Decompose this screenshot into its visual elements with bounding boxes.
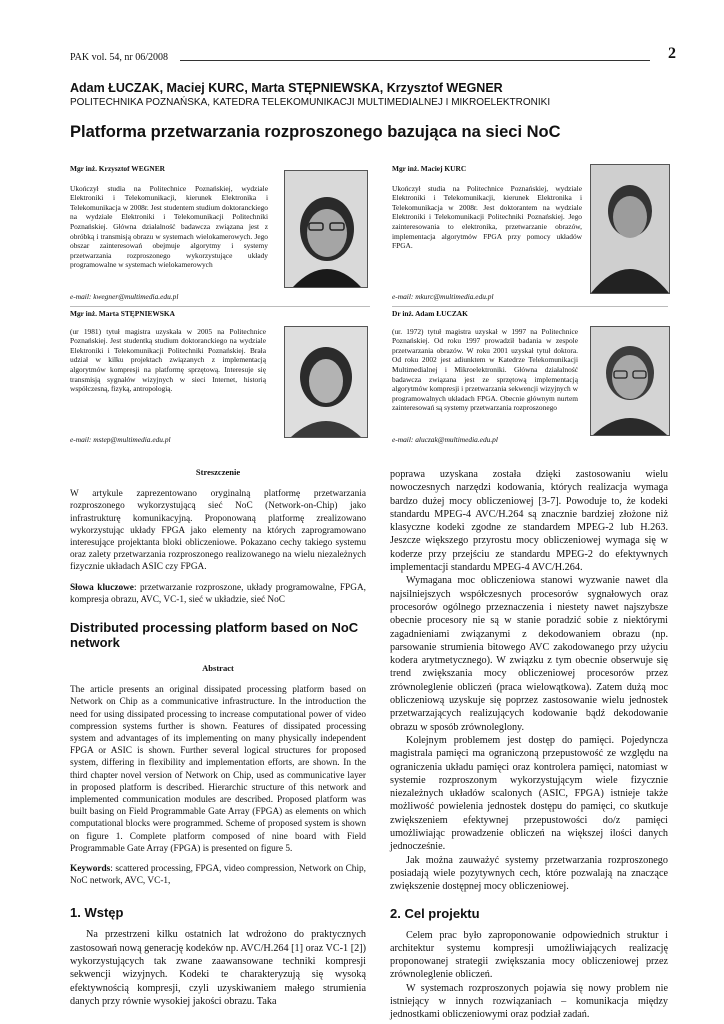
- portrait-photo-luczak: [590, 326, 670, 436]
- paragraph: W systemach rozproszonych pojawia się nowy problem nie istniejący w innych rozwiązaniach – komunikacja między jednostkami obliczeniowymi oraz podział zadań.: [390, 982, 668, 1021]
- keywords-text: : scattered processing, FPGA, video compression, Network on Chip, NoC network, AVC, VC-1,: [70, 864, 366, 887]
- bio-luczak-email-wrap: [392, 435, 592, 445]
- abstract-heading: Abstract: [202, 663, 234, 674]
- bio-wegner: [70, 164, 268, 304]
- abstract-keywords: [70, 863, 366, 887]
- paragraph: Celem prac było zaproponowanie odpowiednich struktur i architektur systemu kompresji umożliwiających realizację proponowanej strategii zwiększania mocy obliczeniowej przez zrównoleglenie obliczeń.: [390, 929, 668, 981]
- portrait-photo-kurc: [590, 164, 670, 294]
- streszczenie-heading: Streszczenie: [195, 467, 241, 477]
- paragraph: Wymagana moc obliczeniowa stanowi wyzwanie nawet dla najsilniejszych współczesnych procesorów sygnałowych oraz procesorów ogólnego przeznaczenia i niestety nawet najszybsze obecnie procesory nie są w stanie poradzić sobie z niektórymi zagadnieniami związanymi z dekodowaniem obrazu (np. parsowanie strumienia bitowego AVC zakodowanego przy użyciu kodera arytmetycznego). W związku z tym obecnie obserwuje się trend zwiększania mocy obliczeniowej procesorów przez zrównoleglenie obliczeń (praca wielowątkowa). Zatem dużą moc obliczeniową uzyskuje się poprzez zastosowanie wielu jednostek przetwarzających realizujących kodowanie bądź dekodowanie obrazu w sposób zrównoleglony.: [390, 575, 668, 733]
- abstract-text: The article presents an original dissipated processing platform based on Network on Chip as a communicative infrastructure. In the introduction the need for using dissipated processing to increase computational power of video compression systems further is shown. Features of dissipated processing system and advantages of its implementing on many physically independent FPGA or ASIC is shown. Further several logical structures for proposed system, differing in flexibility and implementation efforts, are shown. In the third chapter novel version of Network on Chip, used as communicative layer in proposed platform is described. Hierarchic structure of this network and implemented communication modules are described. Proposed platform was built basing on Field Programmable Gate Array (FPGA) as elements on which computational blocks were programmed. Scheme of proposed system is shown on figure 1. Complete platform composed of nine board with Field Programmable Gate Array (FPGA) is presented on figure 5.: [70, 685, 366, 854]
- bio-text: (ur 1981) tytuł magistra uzyskała w 2005 na Politechnice Poznańskiej. Jest studentką studium doktoranckiego na wydziale Elektroniki i Telekomunikacji Politechniki Poznańskiej. Brała udział w kilku projektach związanych z implementacją algorytmów kompresji na platformę sprzętową. Interesuje się transmisją sygnałów wizyjnych w sieci Internet, historią współczesną, fizyką, antropologią.: [70, 326, 266, 394]
- keywords-text: : przetwarzanie rozproszone, układy programowalne, FPGA, kompresja obrazu, AVC, VC-1, sieć w układzie, sieć NoC: [70, 582, 366, 605]
- paper-affiliation: POLITECHNIKA POZNAŃSKA, KATEDRA TELEKOMUNIKACJI MULTIMEDIALNEJ I MIKROELEKTRONIKI: [70, 97, 551, 108]
- streszczenie-keywords: [70, 582, 366, 606]
- bio-stepniewska: [70, 309, 266, 449]
- bio-name: Dr inż. Adam ŁUCZAK: [392, 309, 468, 318]
- bio-luczak: [392, 309, 578, 449]
- paper-authors: Adam ŁUCZAK, Maciej KURC, Marta STĘPNIEWSKA, Krzysztof WEGNER: [70, 81, 503, 95]
- bio-text: Ukończył studia na Politechnice Poznańskiej, wydziale Elektroniki i Telekomunikacji, kierunek Elektronika i Telekomunikacja w 2008r. Jest studentem studium doktoranckiego na wydziale Elektroniki i Telekomunikacji Politechniki Poznańskiej. Główna działalność badawcza związana jest z obróbką i transmisją obrazu w systemach wielokamerowych. Jego obszar zainteresowań obejmuje algorytmy i systemy przetwarzania rozproszonego wykorzystujące układy programowalne w systemach wielokamerowych: [70, 183, 268, 270]
- right-column: [390, 468, 668, 1022]
- bio-kurc: [392, 164, 582, 304]
- bio-text: (ur. 1972) tytuł magistra uzyskał w 1997 na Politechnice Poznańskiej. Od roku 1997 prowadził badania w zespole przetwarzania obrazów. W roku 2001 uzyskał tytuł doktora. Od roku 2002 jest adiunktem w Katedrze Telekomunikacji Multimedialnej i Mikroelektroniki. Główna działalność badawcza związana jest ze sprzętową implementacją algorytmów kompresji i przetwarzania sekwencji wizyjnych w programowalnych układach FPGA. Obecnie głównym nurtem zainteresowań są systemy przetwarzania rozproszonego: [392, 326, 578, 413]
- paper-title: Platforma przetwarzania rozproszonego bazująca na sieci NoC: [70, 123, 561, 141]
- bio-text: Ukończył studia na Politechnice Poznańskiej, wydziale Elektroniki i Telekomunikacji, kierunek Elektronika i Telekomunikacja w 2008r. Jest doktorantem na wydziale Elektroniki i Telekomunikacji Politechniki Poznańskiej. Jego zainteresowania to elektronika, przetwarzanie obrazów, implementacja algorytmów FPGA przy pomocy układów FPGA.: [392, 183, 582, 251]
- bio-name: Mgr inż. Krzysztof WEGNER: [70, 164, 165, 173]
- page-number: 2: [668, 45, 676, 62]
- portrait-photo-wegner: [284, 170, 368, 288]
- section-1-text: Na przestrzeni kilku ostatnich lat wdrożono do praktycznych zastosowań nową generację kodeków np. AVC/H.264 [1] oraz VC-1 [2]) wykorzystujących tak zwane zaawansowane techniki kompresji sekwencji wizyjnych. Kodeki te charakteryzują się wysoką efektywnością kompresji, czyli uzyskiwaniem małego strumienia danych przy równie wysokiej jakości obrazu. Taka: [70, 929, 366, 1007]
- streszczenie-text: W artykule zaprezentowano oryginalną platformę przetwarzania rozproszonego wykorzystującą sieć NoC (Network-on-Chip) jako infrastrukturę komunikacyjną. Proponowaną platformę zrealizowano wykorzystując układy FPGA jako elementy na których zaprogramowano interesujące projektanta bloki obliczeniowe. Pokazano cechy takiego systemu oraz zalety przetwarzania rozproszonego realizowanego na wielu niezależnych fizycznie układach ASIC czy FPGA.: [70, 489, 366, 573]
- left-column: [70, 466, 366, 1008]
- bio-email: e-mail: kwegner@multimedia.edu.pl: [70, 292, 179, 301]
- journal-header: PAK vol. 54, nr 06/2008: [70, 52, 168, 63]
- paragraph: Jak można zauważyć systemy przetwarzania rozproszonego posiadają wiele pozytywnych cech, które pozwalają na znaczące zwiększenie dostępnej mocy obliczeniowej.: [390, 854, 668, 893]
- keywords-label: Keywords: [70, 864, 111, 875]
- bio-email: e-mail: mstep@multimedia.edu.pl: [70, 435, 171, 444]
- header-rule: [180, 60, 650, 61]
- paragraph: poprawa uzyskana została dzięki zastosowaniu wielu nowoczesnych narzędzi kodowania, których realizacja wymaga bardzo dużej mocy obliczeniowej [3-7]. Powoduje to, że kodeki standardu MPEG-4 AVC/H.264 są znacznie bardziej złożone niż klasyczne kodeki zgodne ze standardem MPEG-2 lub H.263. Jeszcze większego przyrostu mocy obliczeniowej wymaga się w koderze przy przejściu ze standardu MPEG-2 do efektywnych implementacji standardu MPEG-4 AVC/H.264.: [390, 469, 668, 574]
- paragraph: Kolejnym problemem jest dostęp do pamięci. Pojedyncza magistrala pamięci ma ograniczoną przepustowość ze względu na ograniczenia układu pamięci oraz kontrolera pamięci, natomiast w systemie rozproszonym wykorzystującym wiele fizycznie niezależnych układów scalonych (ASIC, FPGA) istnieje także możliwość powielenia jednostek dostępu do pamięci, co skutkuje zwiększeniem efektywnej przepustowości do/z pamięci umożliwiając prowadzenie obliczeń na większej ilości danych jednocześnie.: [390, 734, 668, 853]
- bio-divider: [392, 306, 668, 307]
- bio-email: e-mail: mkurc@multimedia.edu.pl: [392, 292, 494, 301]
- bio-name: Mgr inż. Maciej KURC: [392, 164, 467, 173]
- section-1-heading: 1. Wstęp: [70, 905, 124, 921]
- bio-divider: [70, 306, 370, 307]
- english-title: Distributed processing platform based on NoC network: [70, 620, 359, 651]
- section-2-heading: 2. Cel projektu: [390, 905, 480, 921]
- keywords-label: Słowa kluczowe: [70, 582, 134, 593]
- bio-email: e-mail: aluczak@multimedia.edu.pl: [392, 435, 498, 444]
- portrait-photo-stepniewska: [284, 326, 368, 438]
- bio-name: Mgr inż. Marta STĘPNIEWSKA: [70, 309, 175, 318]
